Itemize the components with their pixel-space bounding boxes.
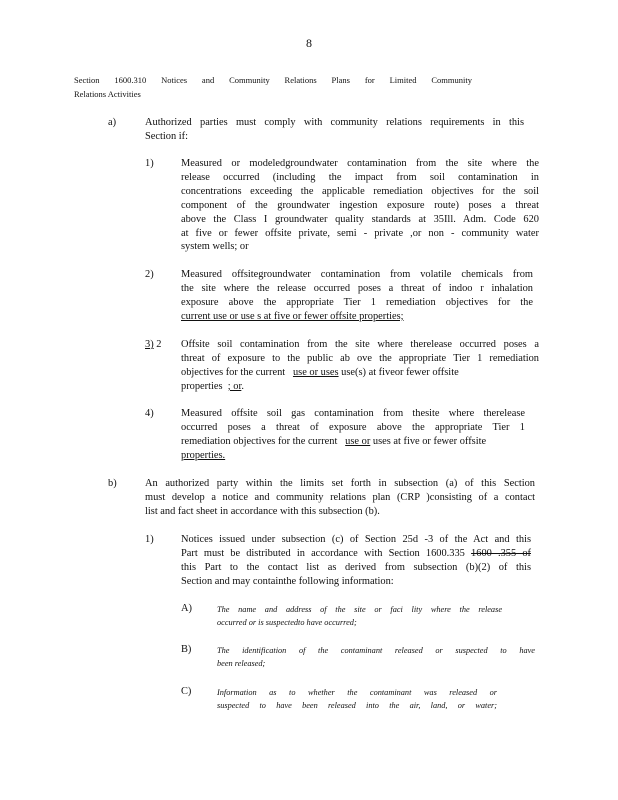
text-line: Measured or modeledgroundwater contamination from the site where the (181, 158, 539, 169)
text-line: been released; (217, 659, 266, 669)
deleted-text: 1600 .355 of (471, 547, 531, 559)
subsection-b-label: b) (108, 478, 117, 489)
item-a4-text (181, 407, 525, 463)
text-line: list and fact sheet in accordance with this subsection (b). (145, 505, 380, 517)
inserted-text: ; or (227, 380, 242, 392)
text-run: uses at five or fewer offsite (372, 435, 487, 447)
text-line: occurred poses a threat of exposure above the appropriate Tier 1 (181, 421, 525, 433)
subsection-a-line1: Authorized parties must comply with community relations requirements in this (145, 117, 524, 128)
text-line: threat of exposure to the public ab ove the appropriate Tier 1 remediation (181, 352, 539, 364)
text-line (181, 366, 491, 380)
text-line: exposure above the appropriate Tier 1 remediation objectives for the (181, 296, 533, 308)
subitem-C-text (217, 686, 497, 713)
subsection-a-label: a) (108, 117, 117, 128)
text-line: at five or fewer offsite private, semi - private ,or non - community water (181, 227, 539, 239)
subitem-A-text (217, 603, 502, 630)
text-line: system wells; or (181, 241, 249, 253)
text-line (181, 380, 539, 394)
text-line: The identification of the contaminant released or suspected to have (217, 646, 535, 655)
section-heading-line2: Relations Activities (74, 89, 141, 99)
text-line: Notices issued under subsection (c) of Section 25d -3 of the Act and this (181, 534, 531, 545)
text-line: the site where the release occurred poses a threat of indoo r inhalation (181, 282, 533, 294)
section-heading-line1: Section 1600.310 Notices and Community Relations Plans for Limited Community (74, 75, 472, 85)
text-run: . (241, 380, 244, 392)
item-b1-text (181, 533, 531, 589)
subitem-A-label: A) (181, 603, 192, 614)
item-a1-text (181, 157, 539, 254)
text-line: must develop a notice and community relations plan (CRP )consisting of a contact (145, 491, 535, 503)
text-line: suspected to have been released into the air, land, or water; (217, 701, 497, 711)
item-b1-label: 1) (145, 534, 154, 545)
item-a2-label: 2) (145, 269, 154, 280)
item-a3-label (145, 338, 161, 352)
text-line: occurred or is suspectedto have occurred; (217, 618, 357, 628)
inserted-text: use or (345, 435, 371, 447)
item-a2-text (181, 268, 533, 324)
text-line: Section and may containthe following information: (181, 575, 394, 587)
subsection-b-text (145, 477, 535, 519)
text-line: Offsite soil contamination from the site where therelease occurred poses a (181, 339, 539, 350)
item-a4-label: 4) (145, 408, 154, 419)
text-run: use(s) at fiveor fewer offsite (341, 366, 459, 378)
text-run: objectives for the current (181, 366, 286, 378)
text-line: Information as to whether the contaminant was released or (217, 688, 497, 697)
inserted-text: current use or use s at five or fewer offsite properties; (181, 310, 404, 322)
subsection-a-line2: Section if: (145, 131, 188, 142)
text-line (181, 435, 525, 449)
inserted-text: use or uses (292, 366, 339, 378)
inserted-label: 3) (145, 339, 154, 350)
text-line: Measured offsite soil gas contamination from thesite where therelease (181, 408, 525, 419)
text-line: component of the groundwater ingestion exposure route) poses a threat (181, 199, 539, 211)
subitem-B-label: B) (181, 644, 192, 655)
text-run: Part must be distributed in accordance with Section 1600.335 (181, 547, 465, 559)
inserted-text: properties. (181, 449, 226, 461)
subitem-C-label: C) (181, 686, 192, 697)
text-line: An authorized party within the limits set forth in subsection (a) of this Section (145, 478, 535, 489)
text-line (181, 310, 533, 324)
text-line: Measured offsitegroundwater contamination from volatile chemicals from (181, 269, 533, 280)
item-a3-text (181, 338, 539, 394)
text-line: release occurred (including the impact from soil contamination in (181, 171, 539, 183)
page-number: 8 (306, 36, 312, 50)
item-a1-label: 1) (145, 158, 154, 169)
subitem-B-text (217, 644, 535, 671)
text-line: concentrations exceeding the applicable remediation objectives for the soil (181, 185, 539, 197)
text-run: remediation objectives for the current (181, 435, 338, 447)
text-line (181, 547, 531, 561)
text-line (181, 449, 525, 463)
deleted-label: 2 (153, 339, 162, 350)
text-run: properties (181, 380, 223, 392)
text-line: The name and address of the site or faci lity where the release (217, 605, 502, 614)
text-line: this Part to the contact list as derived from subsection (b)(2) of this (181, 561, 531, 573)
text-line: above the Class I groundwater quality standards at 35Ill. Adm. Code 620 (181, 213, 539, 225)
